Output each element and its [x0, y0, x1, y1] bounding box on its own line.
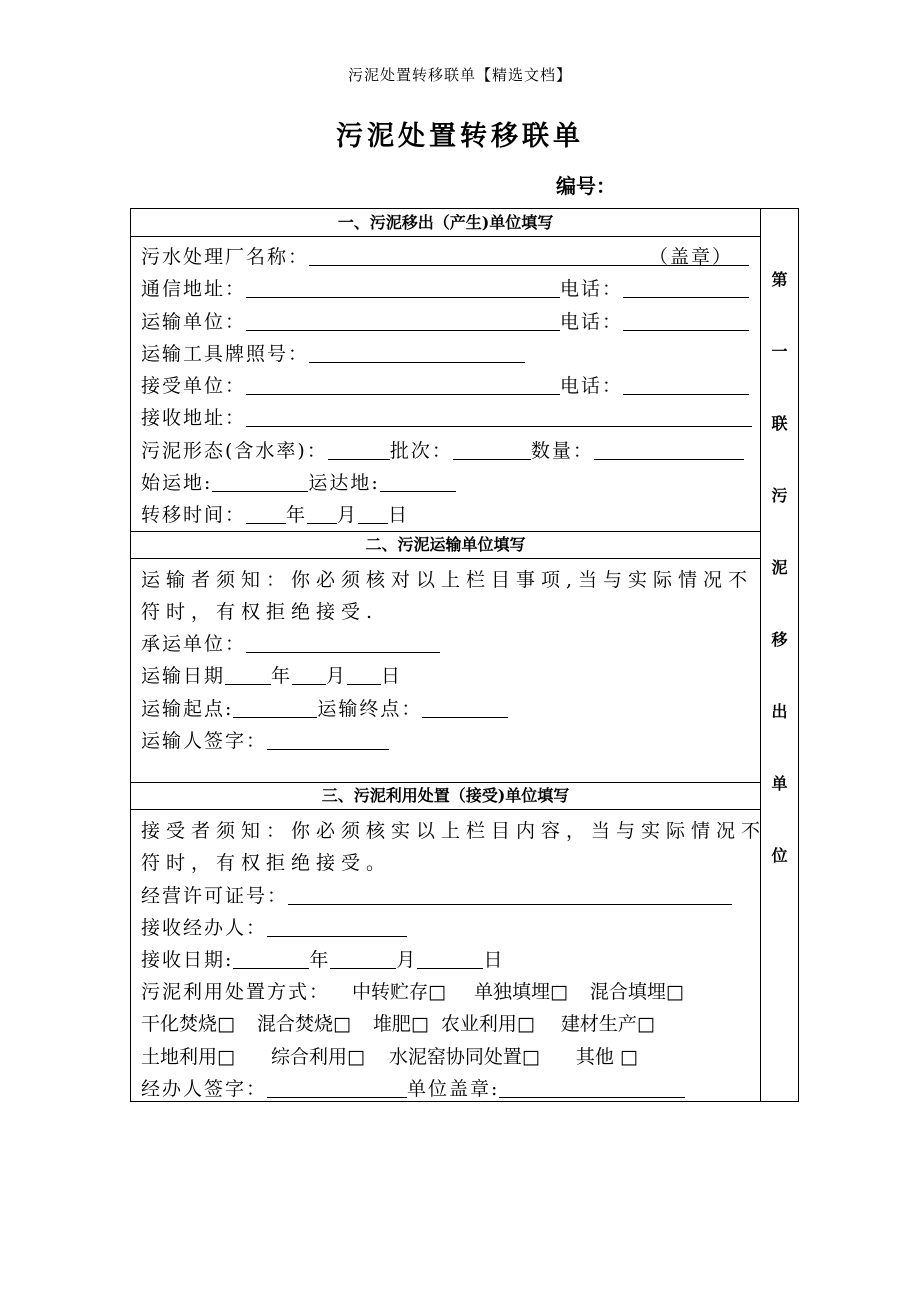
- receive-month-field[interactable]: [330, 944, 396, 969]
- destination-field[interactable]: [380, 467, 456, 492]
- license-field[interactable]: [288, 880, 732, 905]
- option-transfer-storage[interactable]: 中转贮存□: [352, 981, 446, 1003]
- transport-points-row: [141, 693, 508, 725]
- carrier-notice-line1: 运输者须知：你必须核对以上栏目事项,当与实际情况不: [141, 569, 754, 591]
- transfer-day-field[interactable]: [358, 499, 388, 524]
- transport-unit-label: 运输单位：: [141, 311, 247, 333]
- transport-phone-field[interactable]: [623, 306, 749, 331]
- side-label-char: 位: [771, 846, 788, 865]
- handler-signature-row: [141, 1073, 685, 1105]
- disposal-method-row3: [141, 1041, 638, 1073]
- handler-field[interactable]: [267, 912, 407, 937]
- receive-year-field[interactable]: [233, 944, 309, 969]
- carrier-field[interactable]: [246, 628, 440, 653]
- vehicle-plate-field[interactable]: [309, 338, 525, 363]
- plant-name-label: 污水处理厂名称：: [141, 246, 310, 268]
- side-label-char: 出: [771, 702, 788, 721]
- handler-label: 接收经办人：: [141, 917, 268, 939]
- receiving-phone-field[interactable]: [623, 370, 749, 395]
- transfer-time-label: 转移时间：: [141, 504, 247, 526]
- transport-year-label: 年: [271, 665, 293, 687]
- copy-label-column: [761, 209, 798, 1101]
- carrier-signature-field[interactable]: [267, 725, 389, 750]
- option-other[interactable]: 其他 □: [575, 1046, 638, 1068]
- handler-row: [141, 912, 407, 944]
- receive-date-row: [141, 944, 504, 976]
- batch-field[interactable]: [453, 435, 531, 460]
- transport-day-field[interactable]: [347, 660, 381, 685]
- transport-day-label: 日: [381, 665, 403, 687]
- receiver-notice-line2: 符时，有权拒绝接受。: [141, 852, 392, 874]
- option-separate-landfill[interactable]: 单独填埋□: [473, 981, 568, 1003]
- sludge-form-row: [141, 435, 744, 467]
- transfer-time-row: [141, 499, 409, 531]
- receiving-unit-field[interactable]: [246, 370, 560, 395]
- carrier-notice-line2: 符时，有权拒绝接受.: [141, 601, 379, 623]
- vehicle-plate-label: 运输工具牌照号：: [141, 343, 310, 365]
- handler-signature-label: 经办人签字：: [141, 1078, 268, 1100]
- sludge-form-field[interactable]: [328, 435, 390, 460]
- address-row: [141, 273, 749, 305]
- transfer-month-label: 月: [337, 504, 359, 526]
- option-mixed-incineration[interactable]: 混合焚烧□: [256, 1013, 351, 1035]
- plant-name-row: [141, 241, 749, 273]
- receiving-phone-label: 电话：: [560, 375, 624, 397]
- transfer-year-label: 年: [286, 504, 308, 526]
- side-label-char: 泥: [771, 558, 788, 577]
- plant-name-field[interactable]: [309, 241, 749, 266]
- option-compost[interactable]: 堆肥□: [372, 1013, 429, 1035]
- option-mixed-landfill[interactable]: 混合填埋□: [589, 981, 684, 1003]
- transfer-day-label: 日: [388, 504, 410, 526]
- side-label-char: 单: [771, 774, 788, 793]
- transport-year-field[interactable]: [225, 660, 271, 685]
- transport-month-label: 月: [326, 665, 348, 687]
- section1-heading: 一、污泥移出（产生)单位填写: [131, 209, 760, 237]
- end-point-field[interactable]: [422, 693, 508, 718]
- transport-date-label: 运输日期: [141, 665, 226, 687]
- transfer-form: [130, 208, 799, 1102]
- license-row: [141, 880, 732, 912]
- form-main-column: [131, 209, 767, 1101]
- carrier-label: 承运单位：: [141, 633, 247, 655]
- carrier-signature-row: [141, 725, 389, 757]
- origin-field[interactable]: [212, 467, 308, 492]
- side-label-char: 污: [771, 486, 788, 505]
- section2-heading: 二、污泥运输单位填写: [131, 531, 760, 559]
- side-label-char: 一: [771, 342, 788, 361]
- receiving-unit-label: 接受单位：: [141, 375, 247, 397]
- carrier-row: [141, 628, 440, 660]
- handler-signature-field[interactable]: [267, 1073, 407, 1098]
- phone-label: 电话：: [560, 278, 624, 300]
- option-building-materials[interactable]: 建材生产□: [560, 1013, 655, 1035]
- receiving-address-row: [141, 402, 752, 434]
- document-header: 污泥处置转移联单【精选文档】: [347, 66, 572, 84]
- license-label: 经营许可证号：: [141, 885, 289, 907]
- receiver-notice-line1: 接受者须知：你必须核实以上栏目内容，当与实际情况不: [141, 820, 767, 842]
- receiving-address-label: 接收地址：: [141, 407, 247, 429]
- disposal-method-row1: [141, 976, 684, 1008]
- receiving-unit-row: [141, 370, 749, 402]
- receive-year-label: 年: [309, 949, 331, 971]
- section3-heading: 三、污泥利用处置（接受)单位填写: [131, 782, 760, 810]
- disposal-method-label: 污泥利用处置方式：: [141, 981, 331, 1003]
- disposal-method-row2: [141, 1008, 655, 1040]
- transport-unit-row: [141, 306, 749, 338]
- side-label-char: 移: [771, 630, 788, 649]
- sludge-form-label: 污泥形态(含水率)：: [141, 440, 328, 462]
- quantity-field[interactable]: [594, 435, 744, 460]
- receive-month-label: 月: [396, 949, 418, 971]
- transport-phone-label: 电话：: [560, 311, 624, 333]
- vehicle-plate-row: [141, 338, 525, 370]
- receive-day-field[interactable]: [417, 944, 483, 969]
- option-agricultural-use[interactable]: 农业利用□: [440, 1013, 535, 1035]
- side-label-char: 第: [771, 270, 788, 289]
- address-label: 通信地址：: [141, 278, 247, 300]
- start-point-field[interactable]: [233, 693, 317, 718]
- receiving-address-field[interactable]: [246, 402, 752, 427]
- transport-date-row: [141, 660, 402, 692]
- destination-label: 运达地:: [308, 472, 380, 494]
- end-point-label: 运输终点：: [317, 698, 423, 720]
- address-field[interactable]: [246, 273, 560, 298]
- start-point-label: 运输起点:: [141, 698, 234, 720]
- serial-number-label: 编号：: [556, 174, 616, 198]
- option-dry-incineration[interactable]: 干化焚烧□: [141, 1013, 235, 1035]
- unit-seal-label: 单位盖章:: [407, 1078, 500, 1100]
- option-land-use[interactable]: 土地利用□: [141, 1046, 235, 1068]
- page-title: 污泥处置转移联单: [336, 121, 584, 152]
- option-comprehensive-use[interactable]: 综合利用□: [270, 1046, 365, 1068]
- receive-date-label: 接收日期:: [141, 949, 234, 971]
- transfer-year-field[interactable]: [246, 499, 286, 524]
- side-label-char: 联: [771, 414, 788, 433]
- origin-label: 始运地:: [141, 472, 213, 494]
- unit-seal-field[interactable]: [499, 1073, 685, 1098]
- transfer-month-field[interactable]: [307, 499, 337, 524]
- origin-destination-row: [141, 467, 456, 499]
- option-cement-kiln[interactable]: 水泥窑协同处置□: [388, 1046, 540, 1068]
- batch-label: 批次：: [389, 440, 453, 462]
- transport-month-field[interactable]: [292, 660, 326, 685]
- carrier-signature-label: 运输人签字：: [141, 730, 268, 752]
- transport-unit-field[interactable]: [246, 306, 560, 331]
- receive-day-label: 日: [483, 949, 505, 971]
- seal-label: （盖章）: [649, 246, 734, 268]
- quantity-label: 数量：: [530, 440, 594, 462]
- phone-field[interactable]: [623, 273, 749, 298]
